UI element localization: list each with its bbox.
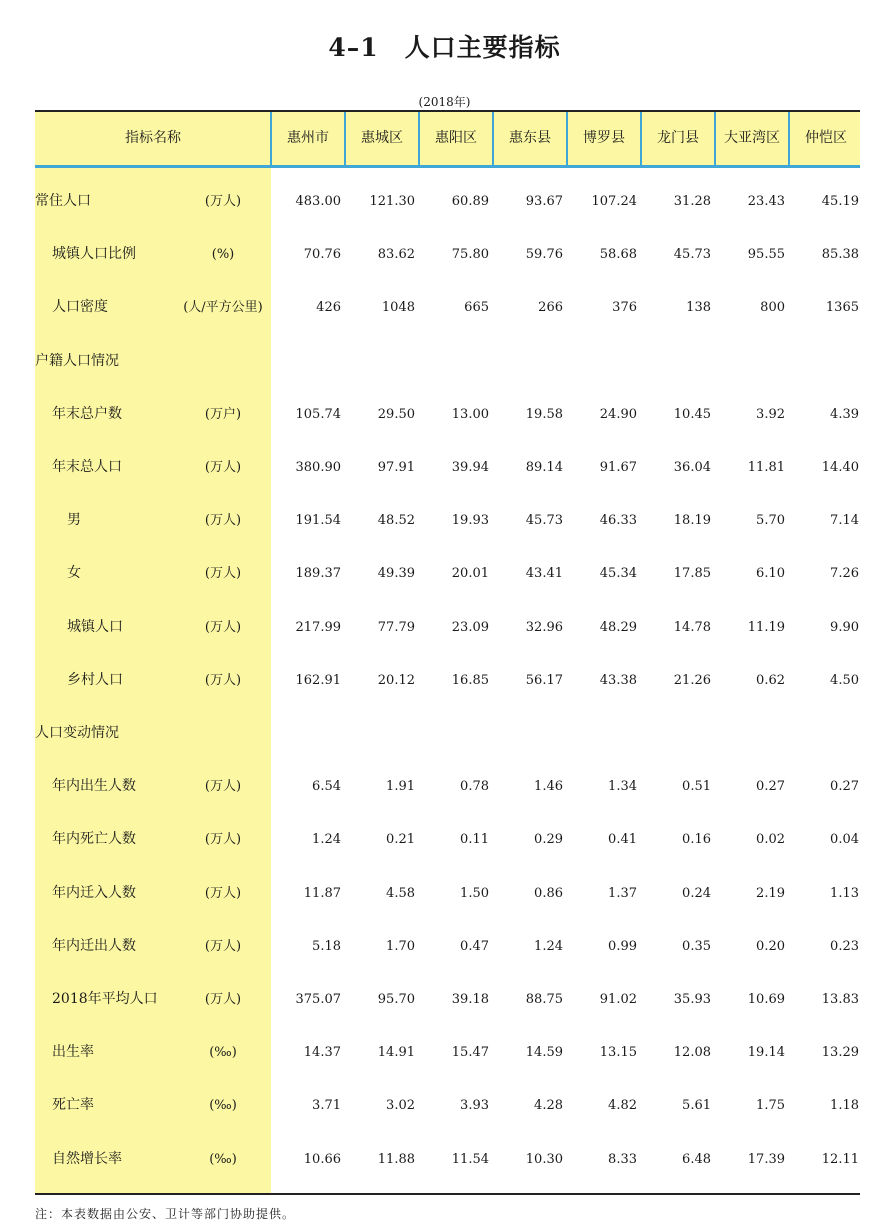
data-cell: 13.00 [451, 406, 489, 422]
data-cell: 10.66 [303, 1151, 341, 1167]
row-unit: (万人) [204, 460, 242, 475]
data-cell: 1048 [381, 300, 415, 316]
row-unit: (万人) [204, 779, 242, 795]
data-cell: 0.35 [682, 938, 711, 954]
data-cell: 380.90 [295, 460, 341, 475]
data-cell: 45.34 [599, 566, 637, 582]
data-cell: 0.11 [460, 832, 489, 848]
data-cell: 800 [760, 300, 785, 316]
row-label: 死亡率 [52, 1097, 94, 1114]
data-cell: 75.80 [451, 247, 489, 263]
data-cell: 1.24 [312, 832, 341, 848]
data-cell: 1.50 [460, 885, 489, 901]
row-label: 常住人口 [35, 193, 91, 209]
row-label: 户籍人口情况 [35, 352, 119, 369]
data-cell: 56.17 [525, 672, 563, 688]
column-header: 仲恺区 [805, 130, 847, 146]
data-cell: 8.33 [608, 1151, 637, 1167]
data-cell: 95.55 [747, 247, 785, 263]
data-cell: 48.52 [377, 513, 415, 529]
row-unit: (%) [211, 247, 235, 263]
data-cell: 48.29 [599, 619, 637, 635]
data-cell: 24.90 [599, 406, 637, 422]
data-cell: 1.37 [608, 885, 637, 901]
data-cell: 11.81 [747, 460, 785, 475]
column-header: 惠阳区 [435, 130, 477, 146]
data-cell: 31.28 [673, 194, 711, 209]
data-cell: 23.09 [451, 619, 489, 635]
data-cell: 9.90 [830, 619, 859, 635]
data-cell: 95.70 [377, 992, 415, 1007]
data-cell: 93.67 [525, 194, 563, 209]
data-cell: 375.07 [295, 992, 341, 1007]
data-cell: 19.14 [747, 1045, 785, 1061]
data-cell: 29.50 [377, 406, 415, 422]
data-cell: 1.24 [534, 938, 563, 954]
data-cell: 21.26 [673, 672, 711, 688]
data-cell: 88.75 [525, 992, 563, 1007]
data-cell: 91.67 [599, 460, 637, 475]
row-unit: (‰) [209, 1098, 237, 1114]
row-unit: (万人) [204, 832, 242, 848]
data-cell: 14.91 [377, 1045, 415, 1061]
bottom-rule [35, 1193, 860, 1195]
column-header: 惠州市 [287, 130, 329, 146]
data-cell: 14.40 [821, 460, 859, 475]
data-cell: 1.34 [608, 779, 637, 795]
data-cell: 1.70 [386, 938, 415, 954]
data-cell: 17.39 [747, 1151, 785, 1167]
data-cell: 3.02 [386, 1098, 415, 1114]
data-cell: 11.88 [377, 1151, 415, 1167]
table-row [35, 547, 860, 600]
data-cell: 217.99 [295, 619, 341, 635]
data-cell: 1.18 [830, 1098, 859, 1114]
data-cell: 4.50 [830, 672, 859, 688]
table-row [35, 973, 860, 1026]
data-cell: 12.11 [821, 1151, 859, 1167]
data-cell: 162.91 [295, 672, 341, 688]
row-label: 年末总人口 [52, 459, 122, 475]
table-row [35, 175, 860, 228]
data-cell: 46.33 [599, 513, 637, 529]
row-label: 年内迁出人数 [52, 937, 136, 954]
row-label: 人口变动情况 [35, 725, 119, 741]
data-cell: 20.12 [377, 672, 415, 688]
data-cell: 35.93 [673, 992, 711, 1007]
data-cell: 0.29 [534, 832, 563, 848]
header-name-cell: 指标名称 [125, 130, 181, 146]
data-cell: 39.18 [451, 992, 489, 1007]
data-cell: 12.08 [673, 1045, 711, 1061]
data-cell: 1.91 [386, 779, 415, 795]
data-cell: 121.30 [369, 194, 415, 209]
row-unit: (万人) [204, 992, 242, 1007]
row-label: 人口密度 [52, 299, 108, 316]
data-cell: 60.89 [451, 194, 489, 209]
data-cell: 376 [612, 300, 637, 316]
data-cell: 1.46 [534, 779, 563, 795]
table-row [35, 281, 860, 334]
data-cell: 0.27 [830, 779, 859, 795]
data-cell: 0.99 [608, 938, 637, 954]
data-cell: 11.19 [747, 619, 785, 635]
row-unit: (万人) [204, 194, 242, 209]
table-row [35, 1026, 860, 1079]
data-cell: 191.54 [295, 513, 341, 529]
data-cell: 0.51 [682, 779, 711, 795]
table-row [35, 760, 860, 813]
table-row [35, 920, 860, 973]
data-cell: 11.54 [451, 1151, 489, 1167]
data-cell: 4.58 [386, 885, 415, 901]
data-cell: 77.79 [377, 619, 415, 635]
data-cell: 18.19 [673, 513, 711, 529]
data-cell: 4.39 [830, 406, 859, 422]
data-cell: 43.41 [525, 566, 563, 582]
data-cell: 0.23 [830, 938, 859, 954]
data-cell: 0.27 [756, 779, 785, 795]
data-cell: 1365 [825, 300, 859, 316]
table-title: 4–1 人口主要指标 [328, 33, 561, 62]
data-cell: 85.38 [821, 247, 859, 263]
row-unit: (万人) [204, 938, 242, 954]
row-label: 自然增长率 [52, 1150, 122, 1167]
table-row [35, 335, 860, 388]
data-cell: 2.19 [756, 885, 785, 901]
header-bottom-rule [35, 165, 860, 168]
data-cell: 0.62 [756, 672, 785, 688]
data-cell: 483.00 [295, 194, 341, 209]
row-label: 城镇人口比例 [52, 246, 136, 263]
row-label: 女 [67, 565, 81, 582]
row-unit: (万人) [204, 566, 242, 582]
data-cell: 3.92 [756, 406, 785, 422]
data-cell: 6.54 [312, 779, 341, 795]
data-cell: 20.01 [451, 566, 489, 582]
data-cell: 59.76 [525, 247, 563, 263]
data-cell: 36.04 [673, 460, 711, 475]
data-cell: 45.19 [821, 194, 859, 209]
row-unit: (‰) [209, 1151, 237, 1167]
row-unit: (万人) [204, 513, 242, 529]
data-cell: 0.47 [460, 938, 489, 954]
data-cell: 5.18 [312, 938, 341, 954]
row-unit: (人/平方公里) [183, 300, 263, 316]
data-cell: 70.76 [303, 247, 341, 263]
data-cell: 19.58 [525, 406, 563, 422]
data-cell: 1.75 [756, 1098, 785, 1114]
row-label: 城镇人口 [67, 618, 123, 635]
table-row [35, 601, 860, 654]
data-cell: 14.37 [303, 1045, 341, 1061]
table-row [35, 1079, 860, 1132]
column-header: 博罗县 [583, 130, 625, 146]
data-cell: 7.14 [830, 513, 859, 529]
row-unit: (‰) [209, 1045, 237, 1061]
data-cell: 0.41 [608, 832, 637, 848]
data-cell: 0.21 [386, 832, 415, 848]
data-cell: 189.37 [295, 566, 341, 582]
data-cell: 5.61 [682, 1098, 711, 1114]
table-row [35, 388, 860, 441]
data-cell: 11.87 [303, 885, 341, 901]
data-cell: 0.16 [682, 832, 711, 848]
data-cell: 4.82 [608, 1098, 637, 1114]
data-cell: 13.29 [821, 1045, 859, 1061]
data-cell: 45.73 [525, 513, 563, 529]
data-cell: 4.28 [534, 1098, 563, 1114]
data-cell: 39.94 [451, 460, 489, 475]
data-cell: 0.78 [460, 779, 489, 795]
data-cell: 13.83 [821, 992, 859, 1007]
data-cell: 45.73 [673, 247, 711, 263]
column-header: 大亚湾区 [724, 130, 780, 146]
data-cell: 97.91 [377, 460, 415, 475]
table-row [35, 813, 860, 866]
data-cell: 0.86 [534, 885, 563, 901]
table-row [35, 228, 860, 281]
data-cell: 14.78 [673, 619, 711, 635]
data-cell: 49.39 [377, 566, 415, 582]
row-label: 年内死亡人数 [52, 831, 136, 848]
data-cell: 10.69 [747, 992, 785, 1007]
data-cell: 5.70 [756, 513, 785, 529]
column-header: 惠城区 [361, 130, 403, 146]
row-label: 2018年平均人口 [52, 991, 158, 1007]
data-cell: 10.45 [673, 406, 711, 422]
data-cell: 83.62 [377, 247, 415, 263]
data-cell: 43.38 [599, 672, 637, 688]
row-label: 年内迁入人数 [52, 884, 136, 901]
data-cell: 0.02 [756, 832, 785, 848]
row-label: 年末总户数 [52, 405, 122, 422]
data-cell: 0.20 [756, 938, 785, 954]
row-unit: (万户) [204, 406, 242, 422]
data-cell: 3.93 [460, 1098, 489, 1114]
data-cell: 58.68 [599, 247, 637, 263]
data-cell: 23.43 [747, 194, 785, 209]
table-row [35, 494, 860, 547]
column-header: 惠东县 [509, 130, 551, 146]
data-cell: 266 [538, 300, 563, 316]
row-label: 男 [67, 512, 81, 529]
data-cell: 0.04 [830, 832, 859, 848]
data-cell: 107.24 [591, 194, 637, 209]
data-cell: 15.47 [451, 1045, 489, 1061]
table-row [35, 707, 860, 760]
row-unit: (万人) [204, 885, 242, 901]
data-cell: 105.74 [295, 406, 341, 422]
data-cell: 6.10 [756, 566, 785, 582]
table-row [35, 441, 860, 494]
data-cell: 16.85 [451, 672, 489, 688]
row-unit: (万人) [204, 619, 242, 635]
data-cell: 13.15 [599, 1045, 637, 1061]
column-header: 龙门县 [657, 130, 699, 146]
data-cell: 32.96 [525, 619, 563, 635]
row-label: 年内出生人数 [52, 778, 136, 795]
data-cell: 89.14 [525, 460, 563, 475]
row-label: 乡村人口 [67, 671, 123, 688]
data-cell: 0.24 [682, 885, 711, 901]
table-row [35, 654, 860, 707]
data-cell: 138 [686, 300, 711, 316]
row-unit: (万人) [204, 672, 242, 688]
data-cell: 91.02 [599, 992, 637, 1007]
table-note: 注：本表数据由公安、卫计等部门协助提供。 [35, 1207, 296, 1221]
data-cell: 14.59 [525, 1045, 563, 1061]
data-cell: 6.48 [682, 1151, 711, 1167]
data-cell: 3.71 [312, 1098, 341, 1114]
table-subtitle: (2018年) [418, 95, 471, 109]
table-row [35, 867, 860, 920]
row-label: 出生率 [52, 1044, 94, 1061]
data-cell: 17.85 [673, 566, 711, 582]
data-cell: 7.26 [830, 566, 859, 582]
data-cell: 19.93 [451, 513, 489, 529]
table-row [35, 1133, 860, 1186]
data-cell: 665 [464, 300, 489, 316]
data-cell: 1.13 [830, 885, 859, 901]
data-cell: 10.30 [525, 1151, 563, 1167]
data-cell: 426 [316, 300, 341, 316]
